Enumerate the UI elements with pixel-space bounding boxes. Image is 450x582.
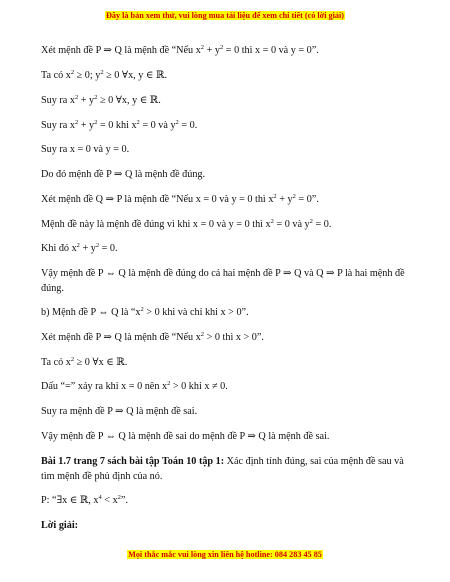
- text-line: Mệnh đề này là mệnh đề đúng vì khi x = 0 và y = 0 thì $x^2 = 0$ và $y^2 = 0$.: [41, 218, 332, 230]
- text-line: P: “∃x ∈ ℝ, $x^4 < x^2$”.: [41, 494, 128, 506]
- text-line: b) Mệnh đề P ⇔ Q là “$x^2 > 0$ khi và chỉ khi x > 0”.: [41, 306, 249, 318]
- text-line: Ta có $x^2 \ge 0$ ∀x ∈ ℝ.: [41, 356, 128, 368]
- exercise-title: Bài 1.7 trang 7 sách bài tập Toán 10 tập 1:: [41, 456, 225, 467]
- text-line: Suy ra x = 0 và y = 0.: [41, 144, 130, 155]
- text-line: Xét mệnh đề P ⇒ Q là mệnh đề “Nếu $x^2 + y^2 = 0$ thì x = 0 và y = 0”.: [41, 44, 319, 56]
- text-line: Vậy mệnh đề P ⇔ Q là mệnh đề sai do mệnh đề P ⇒ Q là mệnh đề sai.: [41, 431, 330, 442]
- text-line: Ta có $x^2 \ge 0$; $y^2 \ge 0$ ∀x, y ∈ ℝ.: [41, 69, 167, 81]
- solution-heading: Lời giải:: [41, 520, 79, 531]
- text-line: Xét mệnh đề Q ⇒ P là mệnh đề “Nếu x = 0 và y = 0 thì $x^2 + y^2 = 0$”.: [41, 193, 319, 205]
- text-line: Suy ra mệnh đề P ⇒ Q là mệnh đề sai.: [41, 406, 198, 417]
- text-line: Suy ra $x^2 + y^2 = 0$ khi $x^2 = 0$ và $y^2 = 0$.: [41, 119, 198, 131]
- footer-banner: Mọi thắc mắc vui lòng xin liên hệ hotline: 084 283 45 85: [128, 550, 322, 559]
- text-line: Xét mệnh đề P ⇒ Q là mệnh đề “Nếu $x^2 > 0$ thì x > 0”.: [41, 331, 264, 343]
- header-banner: Đây là bản xem thử, vui lòng mua tài liệu để xem chi tiết (có lời giải): [105, 11, 344, 20]
- exercise-statement: Bài 1.7 trang 7 sách bài tập Toán 10 tập 1: Xác định tính đúng, sai của mệnh đề sau và tìm mệnh đề phủ định của nó.: [41, 456, 404, 482]
- text-paragraph: Vậy mệnh đề P ⇔ Q là mệnh đề đúng do cả hai mệnh đề P ⇒ Q và Q ⇒ P là hai mệnh đề đúng.: [41, 268, 405, 294]
- text-line: Dấu “=” xảy ra khi x = 0 nên $x^2 > 0$ khi x ≠ 0.: [41, 380, 228, 392]
- text-line: Khi đó $x^2 + y^2 = 0$.: [41, 242, 118, 254]
- text-line: Do đó mệnh đề P ⇒ Q là mệnh đề đúng.: [41, 169, 206, 180]
- text-line: Suy ra $x^2 + y^2 \ge 0$ ∀x, y ∈ ℝ.: [41, 94, 161, 106]
